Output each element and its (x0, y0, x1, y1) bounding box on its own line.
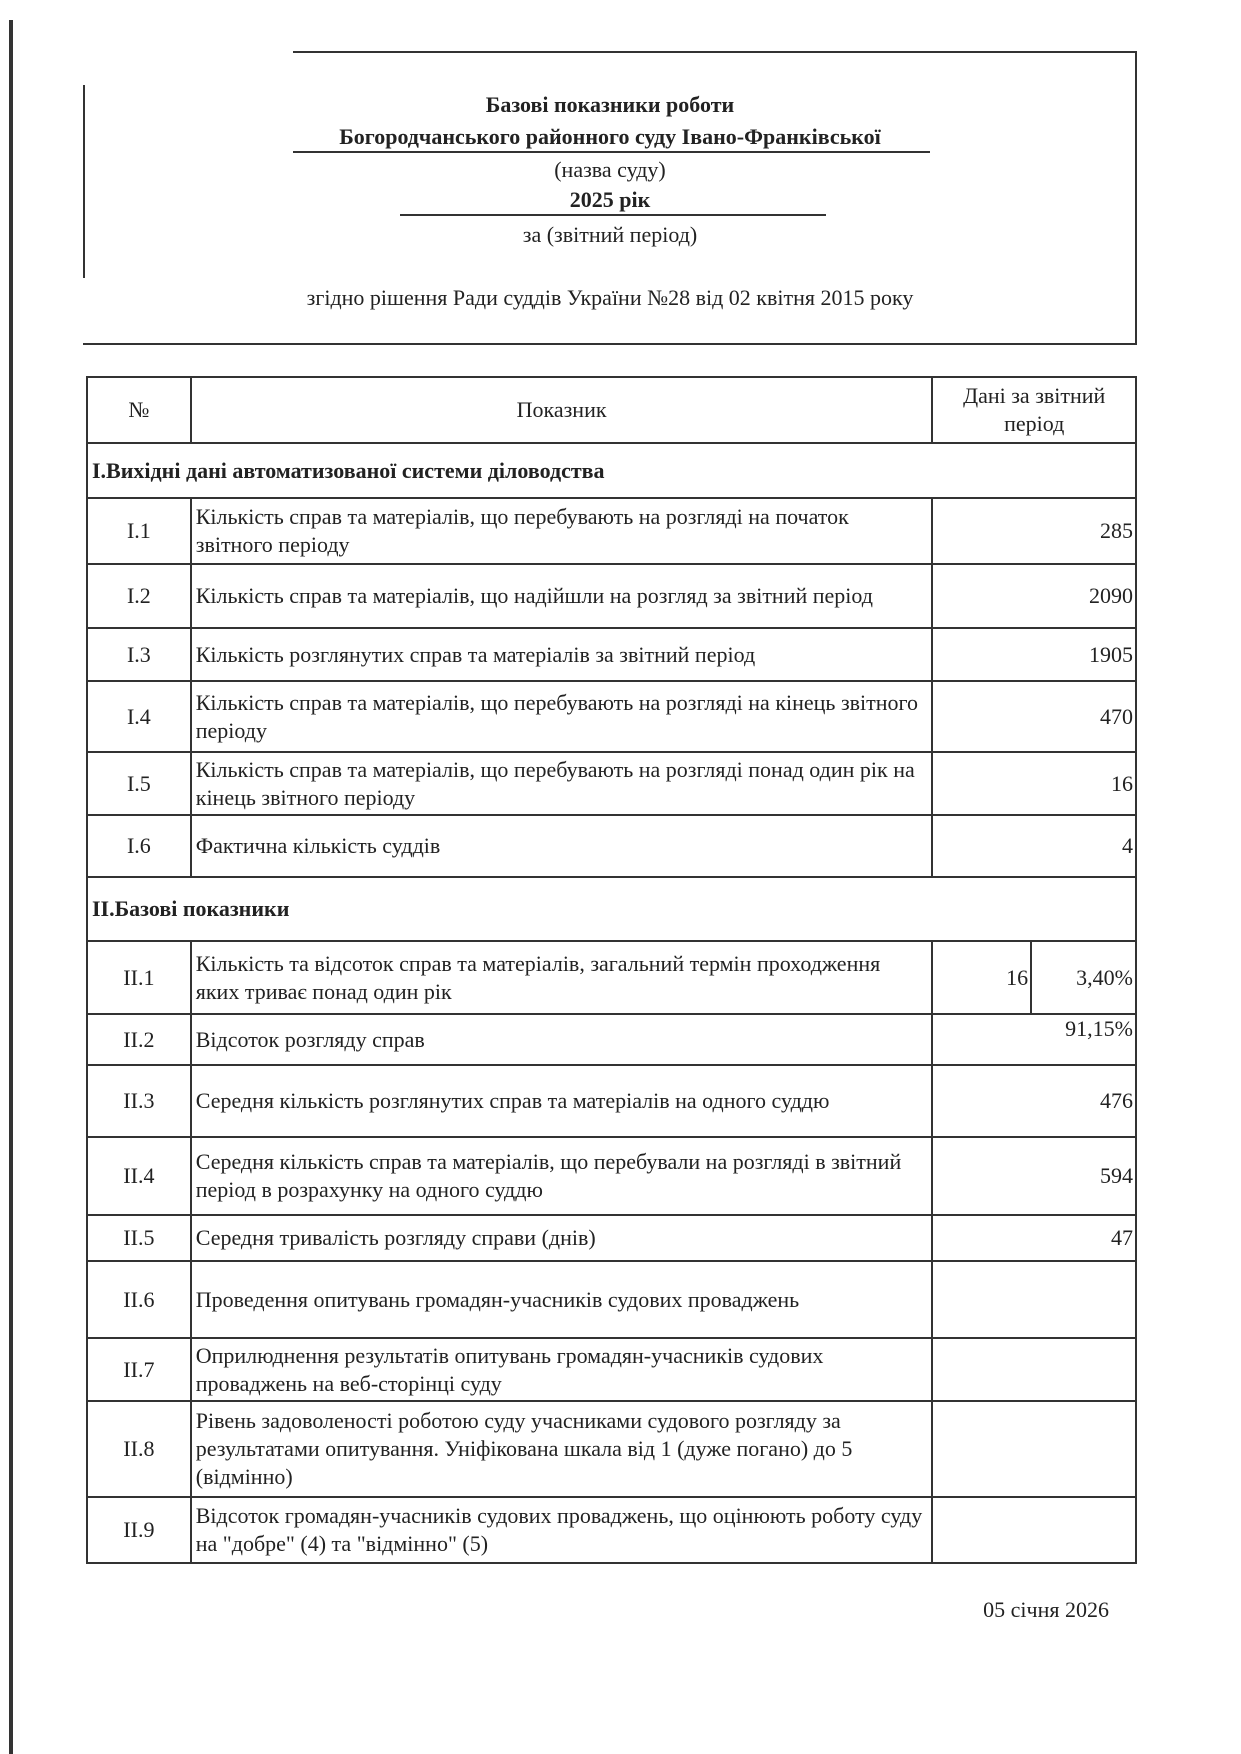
row-value (932, 1401, 1136, 1497)
row-label: Кількість справ та матеріалів, що перебувають на розгляді на кінець звітного періоду (191, 681, 933, 752)
row-label: Кількість та відсоток справ та матеріалів, загальний термін проходження яких триває понад один рік (191, 941, 933, 1014)
row-num: ІІ.3 (87, 1065, 191, 1137)
row-num: І.3 (87, 628, 191, 681)
row-num: ІІ.2 (87, 1014, 191, 1065)
row-value (932, 1497, 1136, 1563)
header-num: № (87, 377, 191, 443)
scan-edge-line (9, 20, 13, 1754)
row-value: 2090 (932, 564, 1136, 628)
table-row (87, 1215, 1136, 1261)
court-name-underline (293, 151, 930, 153)
court-name: Богородчанського районного суду Івано-Франківської (339, 124, 881, 149)
table-row (87, 1338, 1136, 1401)
row-label: Кількість справ та матеріалів, що перебувають на розгляді понад один рік на кінець звітного періоду (191, 752, 933, 815)
row-label: Відсоток громадян-учасників судових проваджень, що оцінюють роботу суду на "добре" (4) та "відмінно" (5) (191, 1497, 933, 1563)
row-num: ІІ.9 (87, 1497, 191, 1563)
row-num: І.1 (87, 498, 191, 564)
court-name-caption: (назва суду) (554, 157, 666, 182)
table-header-row (87, 377, 1136, 443)
row-value: 285 (932, 498, 1136, 564)
row-num: ІІ.6 (87, 1261, 191, 1338)
table-row (87, 941, 1136, 1014)
legal-basis: згідно рішення Ради суддів України №28 від 02 квітня 2015 року (306, 285, 914, 310)
header-frame-right (1135, 51, 1137, 345)
row-value: 47 (932, 1215, 1136, 1261)
section-1-title: І.Вихідні дані автоматизованої системи діловодства (87, 443, 1136, 498)
row-num: І.6 (87, 815, 191, 877)
table-row (87, 681, 1136, 752)
row-label: Кількість розглянутих справ та матеріалів за звітний період (191, 628, 933, 681)
row-num: І.4 (87, 681, 191, 752)
period-underline (400, 214, 826, 216)
row-value: 91,15% (932, 1014, 1136, 1065)
table-row (87, 1014, 1136, 1065)
row-num: ІІ.8 (87, 1401, 191, 1497)
row-value: 4 (932, 815, 1136, 877)
row-value (932, 1261, 1136, 1338)
row-label: Кількість справ та матеріалів, що перебувають на розгляді на початок звітного періоду (191, 498, 933, 564)
row-num: ІІ.1 (87, 941, 191, 1014)
row-value: 1905 (932, 628, 1136, 681)
table-row (87, 1401, 1136, 1497)
row-count: 16 (932, 941, 1031, 1014)
header-indicator: Показник (191, 377, 933, 443)
header-frame-left (83, 85, 85, 278)
row-percent: 3,40% (1031, 941, 1136, 1014)
row-value: 594 (932, 1137, 1136, 1215)
row-num: ІІ.4 (87, 1137, 191, 1215)
indicators-table (86, 376, 1137, 1564)
table-row (87, 1065, 1136, 1137)
row-label: Відсоток розгляду справ (191, 1014, 933, 1065)
row-label: Проведення опитувань громадян-учасників судових проваджень (191, 1261, 933, 1338)
document-title: Базові показники роботи (485, 92, 735, 117)
row-label: Середня кількість справ та матеріалів, що перебували на розгляді в звітний період в розрахунку на одного суддю (191, 1137, 933, 1215)
row-value: 476 (932, 1065, 1136, 1137)
row-value: 470 (932, 681, 1136, 752)
row-num: ІІ.5 (87, 1215, 191, 1261)
table-row (87, 752, 1136, 815)
row-label: Фактична кількість суддів (191, 815, 933, 877)
row-label: Середня тривалість розгляду справи (днів) (191, 1215, 933, 1261)
period-caption: за (звітний період) (522, 222, 698, 247)
report-period: 2025 рік (569, 187, 651, 212)
row-num: І.2 (87, 564, 191, 628)
section-2-title: ІІ.Базові показники (87, 877, 1136, 941)
header-frame-top (293, 51, 1137, 53)
row-label: Рівень задоволеності роботою суду учасниками судового розгляду за результатами опитування. Уніфікована шкала від 1 (дуже погано) до 5 (відмінно) (191, 1401, 933, 1497)
row-num: ІІ.7 (87, 1338, 191, 1401)
header-value: Дані за звітний період (932, 377, 1136, 443)
table-row (87, 815, 1136, 877)
row-num: І.5 (87, 752, 191, 815)
row-label: Середня кількість розглянутих справ та матеріалів на одного суддю (191, 1065, 933, 1137)
header-frame-bottom (83, 343, 1137, 345)
table-row (87, 498, 1136, 564)
row-value (932, 1338, 1136, 1401)
table-row (87, 564, 1136, 628)
table-row (87, 1261, 1136, 1338)
table-row (87, 1497, 1136, 1563)
row-label: Кількість справ та матеріалів, що надійшли на розгляд за звітний період (191, 564, 933, 628)
table-row (87, 628, 1136, 681)
row-label: Оприлюднення результатів опитувань громадян-учасників судових проваджень на веб-сторінці суду (191, 1338, 933, 1401)
report-date: 05 січня 2026 (983, 1597, 1109, 1622)
table-row (87, 1137, 1136, 1215)
row-value: 16 (932, 752, 1136, 815)
